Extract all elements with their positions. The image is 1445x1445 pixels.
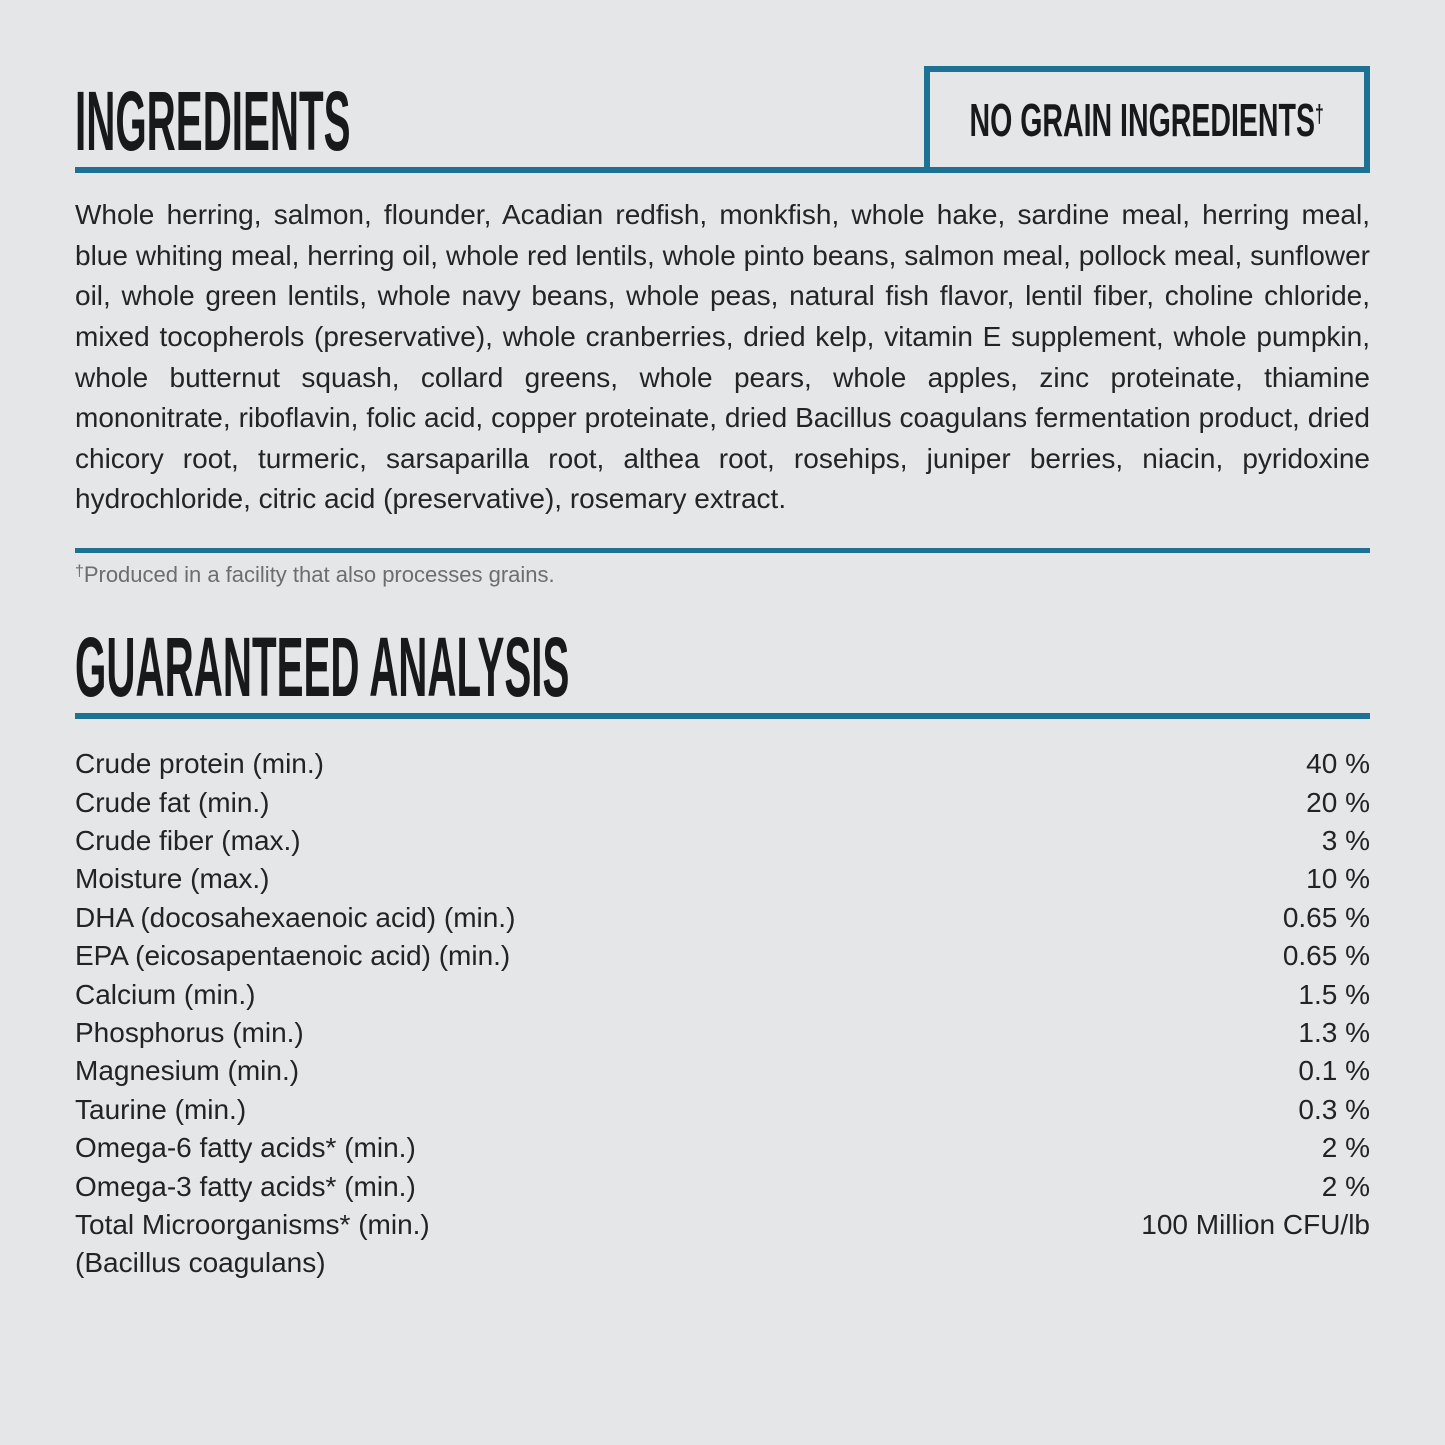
analysis-row: [75, 1129, 1370, 1167]
analysis-row: [75, 1052, 1370, 1090]
guaranteed-analysis-section-header: [75, 619, 1370, 719]
no-grain-badge-dagger: †: [1315, 99, 1325, 128]
analysis-row-label: Crude fat (min.): [75, 786, 270, 818]
analysis-row-label: Total Microorganisms* (min.): [75, 1209, 430, 1240]
analysis-row: [75, 937, 1370, 975]
ingredients-list-text: Whole herring, salmon, flounder, Acadian redfish, monkfish, whole hake, sardine meal, herring meal, blue whiting meal, herring oil, whole red lentils, whole pinto beans, salmon meal, pollock meal, sunflower oil, whole green lentils, whole navy beans, whole peas, natural fish flavor, lentil fiber, choline chloride, mixed tocopherols (preservative), whole cranberries, dried kelp, vitamin E supplement, whole pumpkin, whole butternut squash, collard greens, whole pears, whole apples, zinc proteinate, thiamine mononitrate, riboflavin, folic acid, copper proteinate, dried Bacillus coagulans fermentation product, dried chicory root, turmeric, sarsaparilla root, althea root, rosehips, juniper berries, niacin, pyridoxine hydrochloride, citric acid (preservative), rosemary extract.: [75, 199, 1370, 515]
footnote-dagger: †: [75, 562, 84, 580]
no-grain-badge-text: [969, 93, 1325, 146]
analysis-row-value: 10 %: [1306, 863, 1370, 895]
analysis-row: [75, 976, 1370, 1014]
analysis-row-value: 0.65 %: [1282, 940, 1370, 972]
analysis-row: [75, 860, 1370, 898]
analysis-row-value: 20 %: [1306, 786, 1370, 818]
analysis-row-value: 3 %: [1321, 824, 1370, 856]
grain-facility-footnote: [75, 562, 1370, 588]
analysis-row-value: 2 %: [1321, 1170, 1370, 1202]
analysis-row-label: Phosphorus (min.): [75, 1016, 304, 1048]
ingredients-title: INGREDIENTS: [75, 74, 351, 168]
analysis-row: [75, 1014, 1370, 1052]
analysis-row: [75, 1244, 1370, 1282]
analysis-row: [75, 1206, 1370, 1244]
analysis-row: [75, 1091, 1370, 1129]
analysis-row: [75, 1168, 1370, 1206]
analysis-row-value: 100 Million CFU/lb: [1141, 1209, 1370, 1240]
analysis-row-value: 0.3 %: [1298, 1093, 1370, 1125]
analysis-row-value: 1.5 %: [1298, 978, 1370, 1010]
analysis-row: [75, 784, 1370, 822]
analysis-row-value: 2 %: [1321, 1132, 1370, 1164]
analysis-row-value: 1.3 %: [1298, 1016, 1370, 1048]
analysis-row-label: Omega-6 fatty acids* (min.): [75, 1132, 416, 1164]
analysis-row-label: Crude protein (min.): [75, 748, 324, 780]
guaranteed-analysis-table: [75, 745, 1370, 1283]
analysis-row-label: (Bacillus coagulans): [75, 1247, 326, 1279]
ingredients-section-header: [75, 74, 1370, 173]
guaranteed-analysis-title: GUARANTEED ANALYSIS: [75, 619, 570, 714]
analysis-row-label: EPA (eicosapentaenoic acid) (min.): [75, 940, 511, 972]
footnote-divider: [75, 548, 1370, 553]
analysis-row-label: Moisture (max.): [75, 863, 270, 895]
analysis-row-label: Magnesium (min.): [75, 1055, 300, 1087]
analysis-row-label: DHA (docosahexaenoic acid) (min.): [75, 901, 516, 933]
footnote-text: Produced in a facility that also processes grains.: [83, 561, 555, 587]
analysis-row-value: 0.65 %: [1282, 901, 1370, 933]
analysis-row: [75, 899, 1370, 937]
no-grain-badge-label: NO GRAIN INGREDIENTS: [969, 93, 1316, 146]
analysis-row-value: 0.1 %: [1298, 1055, 1370, 1087]
analysis-row: [75, 745, 1370, 783]
analysis-row-value: 40 %: [1306, 748, 1370, 780]
no-grain-badge: [924, 66, 1370, 173]
analysis-row-label: Crude fiber (max.): [75, 824, 301, 856]
analysis-row-label: Calcium (min.): [75, 978, 256, 1010]
analysis-row-label: Omega-3 fatty acids* (min.): [75, 1170, 416, 1202]
analysis-row-label: Taurine (min.): [75, 1093, 247, 1125]
analysis-row: [75, 822, 1370, 860]
